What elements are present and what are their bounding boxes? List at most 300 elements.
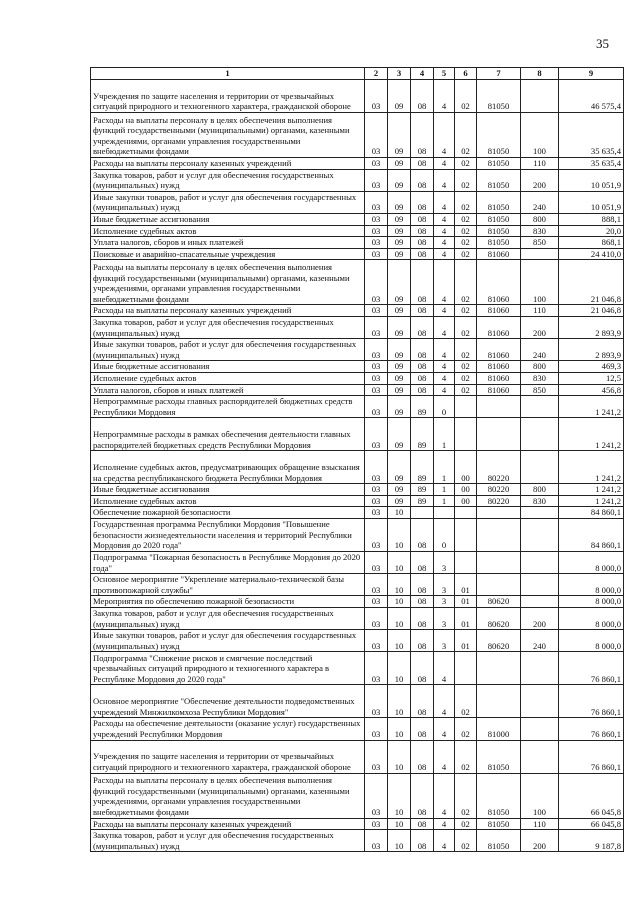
subsection-code-cell: 10	[388, 773, 411, 818]
section-code-cell: 03	[365, 773, 388, 818]
section-code-cell: 03	[365, 237, 388, 249]
direction-code-cell: 81060	[477, 316, 521, 338]
column-header: 2	[365, 68, 388, 80]
table-row	[91, 113, 624, 158]
expense-type-code-cell	[521, 718, 559, 740]
event-code-cell	[455, 552, 477, 574]
event-code-cell: 02	[455, 158, 477, 170]
expense-type-code-cell: 830	[521, 495, 559, 507]
row-label-cell: Иные бюджетные ассигнования	[91, 484, 365, 496]
row-label-cell: Поисковые и аварийно-спасательные учреждения	[91, 248, 365, 260]
event-code-cell: 02	[455, 740, 477, 773]
program-code-cell: 08	[411, 158, 434, 170]
table-row	[91, 484, 624, 496]
table-row	[91, 191, 624, 213]
table-row	[91, 316, 624, 338]
expense-type-code-cell	[521, 652, 559, 685]
section-code-cell: 03	[365, 718, 388, 740]
event-code-cell: 00	[455, 495, 477, 507]
event-code-cell	[455, 652, 477, 685]
program-code-cell: 08	[411, 818, 434, 830]
program-code-cell: 08	[411, 169, 434, 191]
column-header: 6	[455, 68, 477, 80]
subprogram-code-cell: 1	[434, 451, 455, 484]
section-code-cell: 03	[365, 484, 388, 496]
expense-type-code-cell	[521, 519, 559, 552]
table-row	[91, 630, 624, 652]
amount-cell: 9 187,8	[559, 830, 624, 852]
program-code-cell: 08	[411, 191, 434, 213]
table-row	[91, 574, 624, 596]
event-code-cell: 02	[455, 169, 477, 191]
subsection-code-cell: 09	[388, 396, 411, 418]
row-label-cell: Расходы на выплаты персоналу казенных учреждений	[91, 305, 365, 317]
subprogram-code-cell: 4	[434, 361, 455, 373]
event-code-cell: 00	[455, 484, 477, 496]
subprogram-code-cell: 3	[434, 630, 455, 652]
subsection-code-cell: 10	[388, 740, 411, 773]
program-code-cell: 08	[411, 685, 434, 718]
event-code-cell: 02	[455, 191, 477, 213]
program-code-cell: 89	[411, 484, 434, 496]
amount-cell: 868,1	[559, 237, 624, 249]
subsection-code-cell: 09	[388, 451, 411, 484]
section-code-cell: 03	[365, 260, 388, 305]
subprogram-code-cell: 0	[434, 519, 455, 552]
row-label-cell: Расходы на выплаты персоналу казенных учреждений	[91, 818, 365, 830]
subsection-code-cell: 09	[388, 225, 411, 237]
program-code-cell: 08	[411, 237, 434, 249]
program-code-cell: 89	[411, 418, 434, 451]
subsection-code-cell: 09	[388, 484, 411, 496]
event-code-cell: 01	[455, 608, 477, 630]
section-code-cell: 03	[365, 339, 388, 361]
program-code-cell: 08	[411, 316, 434, 338]
subsection-code-cell: 10	[388, 818, 411, 830]
table-row	[91, 248, 624, 260]
subprogram-code-cell: 4	[434, 685, 455, 718]
subprogram-code-cell: 4	[434, 372, 455, 384]
expense-type-code-cell: 200	[521, 608, 559, 630]
subprogram-code-cell: 4	[434, 740, 455, 773]
amount-cell: 2 893,9	[559, 316, 624, 338]
direction-code-cell	[477, 519, 521, 552]
amount-cell: 1 241,2	[559, 495, 624, 507]
expense-type-code-cell: 110	[521, 305, 559, 317]
program-code-cell: 08	[411, 608, 434, 630]
amount-cell: 66 045,8	[559, 818, 624, 830]
expense-type-code-cell: 100	[521, 113, 559, 158]
section-code-cell: 03	[365, 372, 388, 384]
subprogram-code-cell: 4	[434, 80, 455, 113]
direction-code-cell: 81050	[477, 213, 521, 225]
section-code-cell: 03	[365, 519, 388, 552]
section-code-cell: 03	[365, 213, 388, 225]
subprogram-code-cell: 3	[434, 574, 455, 596]
program-code-cell: 08	[411, 225, 434, 237]
row-label-cell: Исполнение судебных актов, предусматривающих обращение взыскания на средства республиканского бюджета Республики Мордовия	[91, 451, 365, 484]
event-code-cell: 02	[455, 830, 477, 852]
program-code-cell: 08	[411, 248, 434, 260]
event-code-cell: 01	[455, 574, 477, 596]
section-code-cell: 03	[365, 113, 388, 158]
row-label-cell: Иные закупки товаров, работ и услуг для обеспечения государственных (муниципальных) нужд	[91, 630, 365, 652]
section-code-cell: 03	[365, 418, 388, 451]
expense-type-code-cell	[521, 596, 559, 608]
subsection-code-cell: 09	[388, 248, 411, 260]
program-code-cell	[411, 507, 434, 519]
event-code-cell	[455, 519, 477, 552]
budget-table	[90, 67, 624, 852]
event-code-cell: 02	[455, 260, 477, 305]
subprogram-code-cell: 4	[434, 305, 455, 317]
table-row	[91, 495, 624, 507]
subsection-code-cell: 09	[388, 191, 411, 213]
event-code-cell: 02	[455, 372, 477, 384]
expense-type-code-cell: 200	[521, 316, 559, 338]
expense-type-code-cell: 850	[521, 237, 559, 249]
subprogram-code-cell: 4	[434, 213, 455, 225]
section-code-cell: 03	[365, 169, 388, 191]
expense-type-code-cell	[521, 574, 559, 596]
section-code-cell: 03	[365, 316, 388, 338]
column-header: 9	[559, 68, 624, 80]
event-code-cell: 01	[455, 596, 477, 608]
table-row	[91, 552, 624, 574]
expense-type-code-cell: 800	[521, 213, 559, 225]
subsection-code-cell: 10	[388, 574, 411, 596]
subsection-code-cell: 09	[388, 316, 411, 338]
program-code-cell: 08	[411, 260, 434, 305]
table-header-row	[91, 68, 624, 80]
subsection-code-cell: 10	[388, 608, 411, 630]
section-code-cell: 03	[365, 248, 388, 260]
table-row	[91, 685, 624, 718]
expense-type-code-cell: 100	[521, 773, 559, 818]
table-row	[91, 80, 624, 113]
subprogram-code-cell	[434, 507, 455, 519]
expense-type-code-cell	[521, 80, 559, 113]
table-row	[91, 361, 624, 373]
amount-cell: 8 000,0	[559, 630, 624, 652]
expense-type-code-cell: 240	[521, 339, 559, 361]
event-code-cell: 00	[455, 451, 477, 484]
section-code-cell: 03	[365, 361, 388, 373]
program-code-cell: 08	[411, 630, 434, 652]
table-row	[91, 451, 624, 484]
direction-code-cell: 81050	[477, 740, 521, 773]
direction-code-cell: 81060	[477, 248, 521, 260]
row-label-cell: Мероприятия по обеспечению пожарной безопасности	[91, 596, 365, 608]
subprogram-code-cell: 1	[434, 418, 455, 451]
amount-cell: 21 046,8	[559, 305, 624, 317]
section-code-cell: 03	[365, 507, 388, 519]
direction-code-cell: 81050	[477, 225, 521, 237]
section-code-cell: 03	[365, 305, 388, 317]
amount-cell: 8 000,0	[559, 596, 624, 608]
section-code-cell: 03	[365, 652, 388, 685]
row-label-cell: Иные бюджетные ассигнования	[91, 361, 365, 373]
direction-code-cell: 80620	[477, 630, 521, 652]
expense-type-code-cell: 830	[521, 225, 559, 237]
row-label-cell: Учреждения по защите населения и территории от чрезвычайных ситуаций природного и техногенного характера, гражданской обороне	[91, 80, 365, 113]
row-label-cell: Иные закупки товаров, работ и услуг для обеспечения государственных (муниципальных) нужд	[91, 191, 365, 213]
direction-code-cell: 81050	[477, 237, 521, 249]
table-row	[91, 596, 624, 608]
program-code-cell: 08	[411, 361, 434, 373]
program-code-cell: 08	[411, 773, 434, 818]
subprogram-code-cell: 4	[434, 158, 455, 170]
subsection-code-cell: 09	[388, 305, 411, 317]
column-header: 3	[388, 68, 411, 80]
event-code-cell: 02	[455, 685, 477, 718]
expense-type-code-cell: 800	[521, 361, 559, 373]
direction-code-cell	[477, 507, 521, 519]
event-code-cell: 02	[455, 718, 477, 740]
amount-cell: 76 860,1	[559, 740, 624, 773]
table-row	[91, 260, 624, 305]
section-code-cell: 03	[365, 596, 388, 608]
table-row	[91, 305, 624, 317]
subsection-code-cell: 09	[388, 80, 411, 113]
direction-code-cell: 81050	[477, 773, 521, 818]
row-label-cell: Исполнение судебных актов	[91, 495, 365, 507]
direction-code-cell: 81060	[477, 260, 521, 305]
amount-cell: 1 241,2	[559, 396, 624, 418]
row-label-cell: Уплата налогов, сборов и иных платежей	[91, 237, 365, 249]
program-code-cell: 89	[411, 451, 434, 484]
direction-code-cell	[477, 396, 521, 418]
row-label-cell: Обеспечение пожарной безопасности	[91, 507, 365, 519]
table-row	[91, 740, 624, 773]
subprogram-code-cell: 4	[434, 384, 455, 396]
section-code-cell: 03	[365, 158, 388, 170]
section-code-cell: 03	[365, 608, 388, 630]
expense-type-code-cell: 830	[521, 372, 559, 384]
amount-cell: 1 241,2	[559, 418, 624, 451]
section-code-cell: 03	[365, 574, 388, 596]
section-code-cell: 03	[365, 552, 388, 574]
subsection-code-cell: 10	[388, 552, 411, 574]
expense-type-code-cell: 240	[521, 191, 559, 213]
program-code-cell: 08	[411, 740, 434, 773]
section-code-cell: 03	[365, 685, 388, 718]
event-code-cell: 02	[455, 818, 477, 830]
row-label-cell: Расходы на выплаты персоналу в целях обеспечения выполнения функций государственными (муниципальными) органами, казенными учреждениями, органами управления государственными внебюджетными фондами	[91, 113, 365, 158]
expense-type-code-cell	[521, 396, 559, 418]
table-row	[91, 818, 624, 830]
row-label-cell: Подпрограмма "Снижение рисков и смягчение последствий чрезвычайных ситуаций природного и техногенного характера в Республике Мордовия до 2020 года"	[91, 652, 365, 685]
column-header: 8	[521, 68, 559, 80]
amount-cell: 8 000,0	[559, 574, 624, 596]
program-code-cell: 89	[411, 396, 434, 418]
direction-code-cell	[477, 552, 521, 574]
table-row	[91, 225, 624, 237]
subprogram-code-cell: 4	[434, 225, 455, 237]
subprogram-code-cell: 4	[434, 339, 455, 361]
direction-code-cell	[477, 652, 521, 685]
direction-code-cell: 81060	[477, 384, 521, 396]
table-row	[91, 339, 624, 361]
amount-cell: 10 051,9	[559, 191, 624, 213]
table-row	[91, 384, 624, 396]
subprogram-code-cell: 3	[434, 596, 455, 608]
direction-code-cell	[477, 685, 521, 718]
event-code-cell: 02	[455, 80, 477, 113]
section-code-cell: 03	[365, 384, 388, 396]
column-header: 4	[411, 68, 434, 80]
subprogram-code-cell: 4	[434, 113, 455, 158]
event-code-cell	[455, 418, 477, 451]
section-code-cell: 03	[365, 225, 388, 237]
section-code-cell: 03	[365, 495, 388, 507]
subprogram-code-cell: 4	[434, 316, 455, 338]
amount-cell: 24 410,0	[559, 248, 624, 260]
amount-cell: 8 000,0	[559, 552, 624, 574]
subsection-code-cell: 10	[388, 519, 411, 552]
event-code-cell	[455, 507, 477, 519]
expense-type-code-cell	[521, 740, 559, 773]
amount-cell: 1 241,2	[559, 484, 624, 496]
subsection-code-cell: 09	[388, 169, 411, 191]
section-code-cell: 03	[365, 630, 388, 652]
direction-code-cell: 81050	[477, 169, 521, 191]
program-code-cell: 08	[411, 213, 434, 225]
row-label-cell: Подпрограмма "Пожарная безопасность в Республике Мордовия до 2020 года"	[91, 552, 365, 574]
program-code-cell: 08	[411, 113, 434, 158]
amount-cell: 20,0	[559, 225, 624, 237]
expense-type-code-cell: 200	[521, 169, 559, 191]
row-label-cell: Расходы на выплаты персоналу казенных учреждений	[91, 158, 365, 170]
page-number: 35	[596, 36, 609, 51]
amount-cell: 2 893,9	[559, 339, 624, 361]
section-code-cell: 03	[365, 80, 388, 113]
event-code-cell	[455, 396, 477, 418]
table-row	[91, 169, 624, 191]
event-code-cell: 02	[455, 305, 477, 317]
program-code-cell: 08	[411, 574, 434, 596]
row-label-cell: Государственная программа Республики Мордовия "Повышение безопасности жизнедеятельности населения и территорий Республики Мордовия до 2020 года"	[91, 519, 365, 552]
subsection-code-cell: 09	[388, 495, 411, 507]
table-row	[91, 237, 624, 249]
amount-cell: 469,3	[559, 361, 624, 373]
direction-code-cell: 81050	[477, 830, 521, 852]
direction-code-cell: 81050	[477, 80, 521, 113]
program-code-cell: 08	[411, 384, 434, 396]
event-code-cell: 02	[455, 316, 477, 338]
table-row	[91, 652, 624, 685]
row-label-cell: Иные закупки товаров, работ и услуг для обеспечения государственных (муниципальных) нужд	[91, 339, 365, 361]
subprogram-code-cell: 0	[434, 396, 455, 418]
subprogram-code-cell: 4	[434, 652, 455, 685]
row-label-cell: Закупка товаров, работ и услуг для обеспечения государственных (муниципальных) нужд	[91, 830, 365, 852]
section-code-cell: 03	[365, 396, 388, 418]
table-row	[91, 418, 624, 451]
expense-type-code-cell	[521, 685, 559, 718]
subsection-code-cell: 09	[388, 237, 411, 249]
row-label-cell: Учреждения по защите населения и территории от чрезвычайных ситуаций природного и техногенного характера, гражданской обороне	[91, 740, 365, 773]
amount-cell: 66 045,8	[559, 773, 624, 818]
event-code-cell: 02	[455, 225, 477, 237]
event-code-cell: 01	[455, 630, 477, 652]
table-row	[91, 519, 624, 552]
row-label-cell: Основное мероприятие "Обеспечение деятельности подведомственных учреждений Минжилкомхоза Республики Мордовия"	[91, 685, 365, 718]
table-row	[91, 507, 624, 519]
amount-cell: 1 241,2	[559, 451, 624, 484]
subsection-code-cell: 10	[388, 830, 411, 852]
expense-type-code-cell: 850	[521, 384, 559, 396]
subprogram-code-cell: 1	[434, 484, 455, 496]
expense-type-code-cell: 800	[521, 484, 559, 496]
row-label-cell: Основное мероприятие "Укрепление материально-технической базы противопожарной службы"	[91, 574, 365, 596]
expense-type-code-cell: 240	[521, 630, 559, 652]
direction-code-cell	[477, 418, 521, 451]
direction-code-cell: 81000	[477, 718, 521, 740]
row-label-cell: Исполнение судебных актов	[91, 372, 365, 384]
subsection-code-cell: 10	[388, 596, 411, 608]
expense-type-code-cell: 200	[521, 830, 559, 852]
direction-code-cell: 80220	[477, 495, 521, 507]
amount-cell: 10 051,9	[559, 169, 624, 191]
subprogram-code-cell: 4	[434, 830, 455, 852]
direction-code-cell: 80220	[477, 484, 521, 496]
amount-cell: 76 860,1	[559, 685, 624, 718]
direction-code-cell: 81050	[477, 818, 521, 830]
program-code-cell: 08	[411, 718, 434, 740]
subprogram-code-cell: 4	[434, 169, 455, 191]
program-code-cell: 08	[411, 305, 434, 317]
amount-cell: 84 860,1	[559, 507, 624, 519]
amount-cell: 8 000,0	[559, 608, 624, 630]
direction-code-cell: 81060	[477, 339, 521, 361]
column-header: 7	[477, 68, 521, 80]
table-row	[91, 396, 624, 418]
subprogram-code-cell: 4	[434, 718, 455, 740]
section-code-cell: 03	[365, 818, 388, 830]
subsection-code-cell: 10	[388, 685, 411, 718]
section-code-cell: 03	[365, 830, 388, 852]
subprogram-code-cell: 4	[434, 237, 455, 249]
section-code-cell: 03	[365, 191, 388, 213]
row-label-cell: Уплата налогов, сборов и иных платежей	[91, 384, 365, 396]
row-label-cell: Закупка товаров, работ и услуг для обеспечения государственных (муниципальных) нужд	[91, 316, 365, 338]
row-label-cell: Непрограммные расходы главных распорядителей бюджетных средств Республики Мордовия	[91, 396, 365, 418]
amount-cell: 35 635,4	[559, 158, 624, 170]
direction-code-cell: 80220	[477, 451, 521, 484]
amount-cell: 456,8	[559, 384, 624, 396]
table-row	[91, 830, 624, 852]
table-row	[91, 213, 624, 225]
subsection-code-cell: 09	[388, 372, 411, 384]
subsection-code-cell: 09	[388, 384, 411, 396]
subprogram-code-cell: 4	[434, 260, 455, 305]
row-label-cell: Иные бюджетные ассигнования	[91, 213, 365, 225]
expense-type-code-cell: 110	[521, 818, 559, 830]
program-code-cell: 08	[411, 552, 434, 574]
event-code-cell: 02	[455, 237, 477, 249]
amount-cell: 76 860,1	[559, 652, 624, 685]
subsection-code-cell: 09	[388, 213, 411, 225]
program-code-cell: 08	[411, 339, 434, 361]
direction-code-cell: 81050	[477, 158, 521, 170]
event-code-cell: 02	[455, 384, 477, 396]
event-code-cell: 02	[455, 773, 477, 818]
row-label-cell: Расходы на обеспечение деятельности (оказание услуг) государственных учреждений Республики Мордовия	[91, 718, 365, 740]
subsection-code-cell: 10	[388, 718, 411, 740]
event-code-cell: 02	[455, 339, 477, 361]
direction-code-cell: 81060	[477, 372, 521, 384]
expense-type-code-cell	[521, 418, 559, 451]
